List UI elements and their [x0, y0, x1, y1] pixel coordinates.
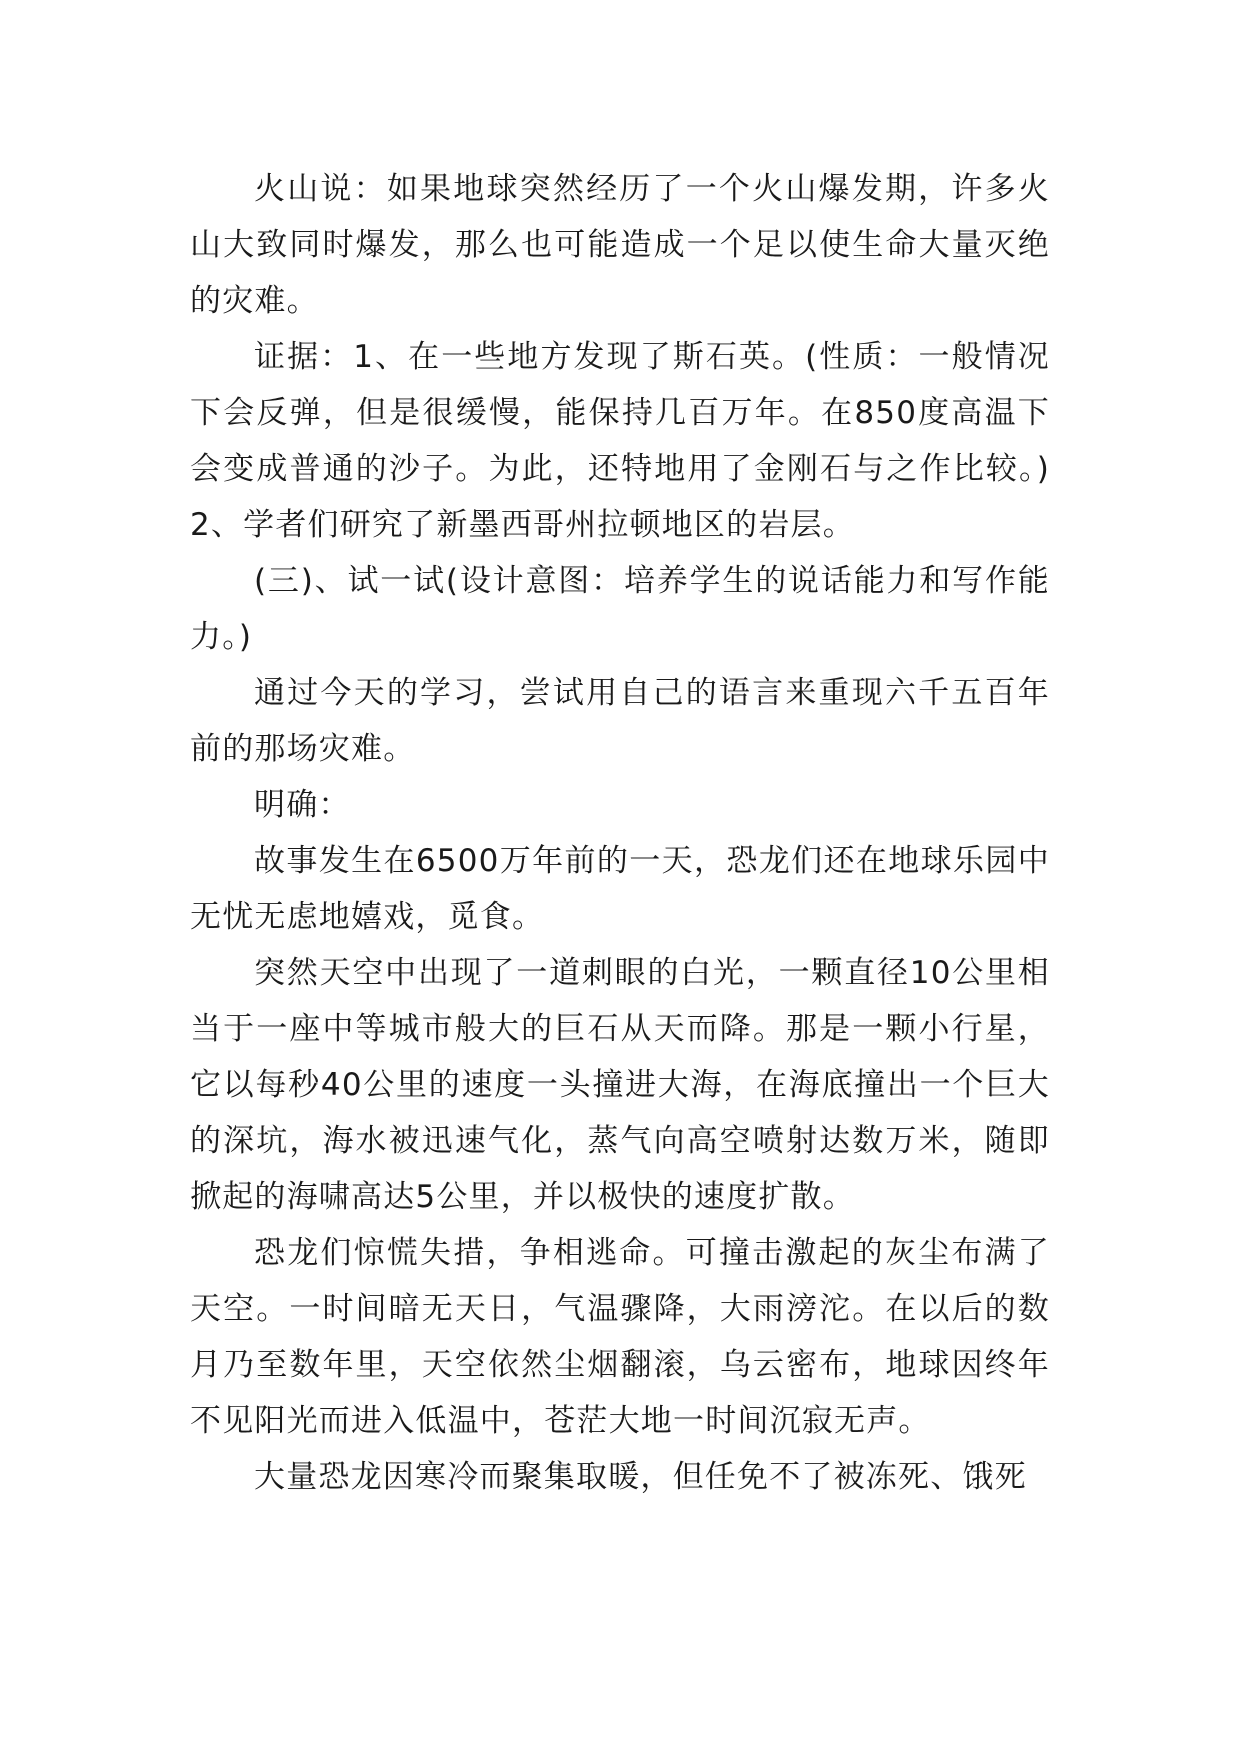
paragraph-aftermath: 恐龙们惊慌失措，争相逃命。可撞击激起的灰尘布满了天空。一时间暗无天日，气温骤降，大雨滂沱。在以后的数月乃至数年里，天空依然尘烟翻滚，乌云密布，地球因终年不见阳光而进入低温中，苍茫大地一时间沉寂无声。 — [190, 1235, 1050, 1439]
paragraph-story-start: 故事发生在6500万年前的一天，恐龙们还在地球乐园中无忧无虑地嬉戏，觅食。 — [190, 843, 1050, 935]
paragraph-volcano-theory: 火山说：如果地球突然经历了一个火山爆发期，许多火山大致同时爆发，那么也可能造成一个足以使生命大量灭绝的灾难。 — [190, 171, 1050, 319]
paragraph-task: 通过今天的学习，尝试用自己的语言来重现六千五百年前的那场灾难。 — [190, 675, 1050, 767]
body-text — [190, 161, 1050, 1505]
paragraph-clarify-heading: 明确： — [254, 787, 351, 823]
paragraph-asteroid-impact: 突然天空中出现了一道刺眼的白光，一颗直径10公里相当于一座中等城市般大的巨石从天而降。那是一颗小行星，它以每秒40公里的速度一头撞进大海，在海底撞出一个巨大的深坑，海水被迅速气化，蒸气向高空喷射达数万米，随即掀起的海啸高达5公里，并以极快的速度扩散。 — [190, 955, 1050, 1215]
paragraph-evidence: 证据：1、在一些地方发现了斯石英。(性质：一般情况下会反弹，但是很缓慢，能保持几百万年。在850度高温下会变成普通的沙子。为此，还特地用了金刚石与之作比较。)2、学者们研究了新墨西哥州拉顿地区的岩层。 — [190, 339, 1050, 543]
paragraph-try-it: (三)、试一试(设计意图：培养学生的说话能力和写作能力。) — [190, 563, 1050, 655]
paragraph-dinosaurs-freeze: 大量恐龙因寒冷而聚集取暖，但任免不了被冻死、饿死 — [254, 1459, 1027, 1495]
